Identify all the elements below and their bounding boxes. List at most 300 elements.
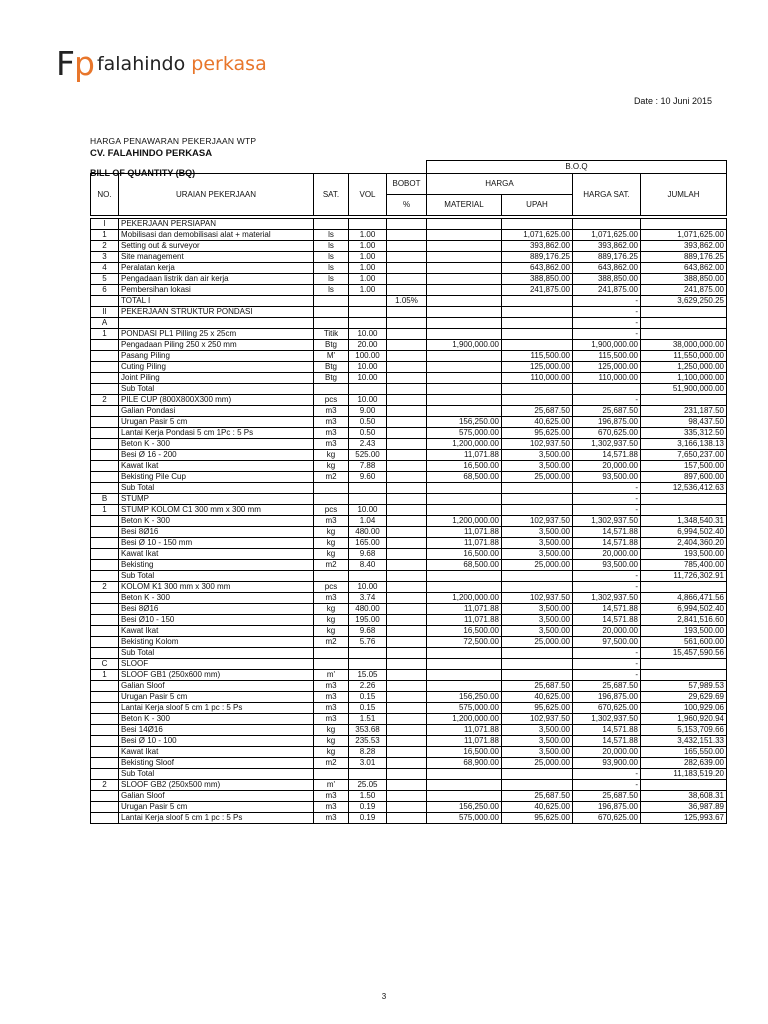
cell-uraian: Lantai Kerja Pondasi 5 cm 1Pc : 5 Ps — [119, 428, 314, 439]
cell-jumlah: 2,404,360.20 — [641, 538, 727, 549]
cell-uraian: PILE CUP (800X800X300 mm) — [119, 395, 314, 406]
cell-sat: m3 — [314, 439, 349, 450]
cell-upah: 95,625.00 — [502, 703, 573, 714]
cell-no — [91, 406, 119, 417]
cell-jumlah — [641, 318, 727, 329]
cell-harga-sat: 643,862.00 — [573, 263, 641, 274]
col-no-header: NO. — [91, 174, 119, 216]
cell-jumlah: 165,550.00 — [641, 747, 727, 758]
cell-jumlah: 12,536,412.63 — [641, 483, 727, 494]
cell-upah: 25,687.50 — [502, 681, 573, 692]
cell-jumlah: 11,183,519.20 — [641, 769, 727, 780]
cell-sat: m3 — [314, 681, 349, 692]
cell-uraian: Besi Ø 10 - 150 mm — [119, 538, 314, 549]
cell-no: 6 — [91, 285, 119, 296]
document-date: Date : 10 Juni 2015 — [633, 96, 712, 106]
logo-text — [97, 53, 267, 75]
table-row — [91, 351, 727, 362]
cell-uraian: Kawat Ikat — [119, 461, 314, 472]
cell-upah: 3,500.00 — [502, 549, 573, 560]
cell-harga-sat: 14,571.88 — [573, 450, 641, 461]
cell-upah: 110,000.00 — [502, 373, 573, 384]
cell-harga-sat: 115,500.00 — [573, 351, 641, 362]
cell-sat: kg — [314, 615, 349, 626]
cell-jumlah: 38,000,000.00 — [641, 340, 727, 351]
cell-uraian: Lantai Kerja sloof 5 cm 1 pc : 5 Ps — [119, 703, 314, 714]
cell-no: 1 — [91, 329, 119, 340]
cell-material: 1,200,000.00 — [427, 439, 502, 450]
table-row — [91, 604, 727, 615]
cell-material — [427, 406, 502, 417]
cell-upah: 25,687.50 — [502, 791, 573, 802]
cell-material: 11,071.88 — [427, 615, 502, 626]
cell-jumlah: 98,437.50 — [641, 417, 727, 428]
table-row — [91, 461, 727, 472]
cell-upah: 25,000.00 — [502, 637, 573, 648]
table-row — [91, 450, 727, 461]
cell-bobot — [387, 472, 427, 483]
cell-bobot — [387, 593, 427, 604]
cell-uraian: Bekisting Sloof — [119, 758, 314, 769]
table-row — [91, 296, 727, 307]
cell-harga-sat: 1,302,937.50 — [573, 714, 641, 725]
cell-sat — [314, 571, 349, 582]
cell-jumlah: 6,994,502.40 — [641, 604, 727, 615]
cell-uraian: Beton K - 300 — [119, 714, 314, 725]
cell-material: 68,500.00 — [427, 472, 502, 483]
cell-uraian: Urugan Pasir 5 cm — [119, 692, 314, 703]
cell-vol: 235.53 — [349, 736, 387, 747]
cell-upah: 241,875.00 — [502, 285, 573, 296]
cell-bobot — [387, 230, 427, 241]
cell-sat: m3 — [314, 703, 349, 714]
cell-material — [427, 307, 502, 318]
cell-sat: m' — [314, 670, 349, 681]
table-row — [91, 318, 727, 329]
cell-harga-sat: 196,875.00 — [573, 692, 641, 703]
cell-material — [427, 505, 502, 516]
cell-harga-sat: 1,302,937.50 — [573, 439, 641, 450]
cell-sat: ls — [314, 285, 349, 296]
cell-uraian: Kawat Ikat — [119, 626, 314, 637]
cell-sat — [314, 307, 349, 318]
table-row — [91, 791, 727, 802]
cell-vol: 1.00 — [349, 263, 387, 274]
cell-bobot — [387, 362, 427, 373]
table-row — [91, 329, 727, 340]
cell-material — [427, 263, 502, 274]
cell-harga-sat: 97,500.00 — [573, 637, 641, 648]
cell-upah: 102,937.50 — [502, 516, 573, 527]
cell-sat: kg — [314, 725, 349, 736]
cell-sat — [314, 296, 349, 307]
cell-bobot — [387, 527, 427, 538]
cell-upah — [502, 659, 573, 670]
table-row — [91, 340, 727, 351]
cell-uraian: Mobilisasi dan demobilisasi alat + material — [119, 230, 314, 241]
cell-uraian: Urugan Pasir 5 cm — [119, 802, 314, 813]
cell-sat: ls — [314, 274, 349, 285]
cell-harga-sat: - — [573, 307, 641, 318]
table-row — [91, 494, 727, 505]
cell-no — [91, 681, 119, 692]
table-row — [91, 538, 727, 549]
cell-harga-sat: 14,571.88 — [573, 736, 641, 747]
cell-harga-sat: 393,862.00 — [573, 241, 641, 252]
cell-uraian: Galian Pondasi — [119, 406, 314, 417]
cell-no — [91, 417, 119, 428]
cell-harga-sat: 196,875.00 — [573, 417, 641, 428]
cell-no: C — [91, 659, 119, 670]
cell-bobot — [387, 340, 427, 351]
cell-no — [91, 538, 119, 549]
cell-no — [91, 571, 119, 582]
cell-jumlah: 1,960,920.94 — [641, 714, 727, 725]
cell-no — [91, 461, 119, 472]
cell-uraian: Pengadaan Piling 250 x 250 mm — [119, 340, 314, 351]
cell-bobot — [387, 219, 427, 230]
cell-vol: 480.00 — [349, 604, 387, 615]
cell-bobot — [387, 428, 427, 439]
cell-material: 1,200,000.00 — [427, 516, 502, 527]
cell-no — [91, 692, 119, 703]
cell-uraian: Joint Piling — [119, 373, 314, 384]
cell-material — [427, 494, 502, 505]
cell-upah: 40,625.00 — [502, 417, 573, 428]
cell-jumlah: 51,900,000.00 — [641, 384, 727, 395]
cell-bobot — [387, 439, 427, 450]
cell-jumlah: 11,726,302.91 — [641, 571, 727, 582]
cell-bobot — [387, 659, 427, 670]
cell-no — [91, 483, 119, 494]
cell-upah: 3,500.00 — [502, 527, 573, 538]
header-row-boq — [91, 161, 727, 174]
cell-material: 11,071.88 — [427, 527, 502, 538]
cell-harga-sat: 670,625.00 — [573, 428, 641, 439]
cell-uraian: TOTAL I — [119, 296, 314, 307]
cell-upah — [502, 318, 573, 329]
cell-uraian: Bekisting Kolom — [119, 637, 314, 648]
cell-vol — [349, 769, 387, 780]
cell-no — [91, 769, 119, 780]
cell-uraian: Besi 14Ø16 — [119, 725, 314, 736]
cell-no — [91, 472, 119, 483]
cell-jumlah: 29,629.69 — [641, 692, 727, 703]
table-row — [91, 747, 727, 758]
cell-no: A — [91, 318, 119, 329]
cell-jumlah: 36,987.89 — [641, 802, 727, 813]
cell-no — [91, 516, 119, 527]
cell-material — [427, 483, 502, 494]
cell-harga-sat: 93,900.00 — [573, 758, 641, 769]
cell-no — [91, 549, 119, 560]
table-row — [91, 516, 727, 527]
cell-jumlah — [641, 505, 727, 516]
cell-bobot — [387, 582, 427, 593]
cell-jumlah: 2,841,516.60 — [641, 615, 727, 626]
cell-sat — [314, 648, 349, 659]
cell-no — [91, 791, 119, 802]
logo-f: F — [56, 44, 74, 83]
cell-harga-sat: 196,875.00 — [573, 802, 641, 813]
cell-no — [91, 428, 119, 439]
cell-vol: 9.00 — [349, 406, 387, 417]
cell-upah — [502, 582, 573, 593]
cell-jumlah — [641, 307, 727, 318]
cell-material — [427, 296, 502, 307]
cell-no — [91, 373, 119, 384]
company-name: CV. FALAHINDO PERKASA — [90, 148, 213, 159]
cell-sat: kg — [314, 450, 349, 461]
cell-jumlah: 1,250,000.00 — [641, 362, 727, 373]
cell-harga-sat: - — [573, 505, 641, 516]
cell-vol — [349, 659, 387, 670]
table-row — [91, 692, 727, 703]
cell-jumlah: 643,862.00 — [641, 263, 727, 274]
cell-bobot — [387, 714, 427, 725]
cell-harga-sat: 25,687.50 — [573, 681, 641, 692]
cell-material: 156,250.00 — [427, 417, 502, 428]
cell-vol: 1.04 — [349, 516, 387, 527]
cell-bobot — [387, 560, 427, 571]
cell-vol: 8.40 — [349, 560, 387, 571]
cell-bobot — [387, 538, 427, 549]
cell-upah: 102,937.50 — [502, 439, 573, 450]
cell-sat — [314, 483, 349, 494]
cell-uraian: Urugan Pasir 5 cm — [119, 417, 314, 428]
cell-bobot — [387, 769, 427, 780]
table-row — [91, 670, 727, 681]
cell-no — [91, 604, 119, 615]
cell-sat: m3 — [314, 791, 349, 802]
cell-bobot — [387, 263, 427, 274]
cell-vol: 5.76 — [349, 637, 387, 648]
cell-upah: 95,625.00 — [502, 428, 573, 439]
cell-uraian: Besi Ø 16 - 200 — [119, 450, 314, 461]
cell-upah — [502, 340, 573, 351]
cell-vol: 0.19 — [349, 802, 387, 813]
table-row — [91, 703, 727, 714]
cell-no — [91, 637, 119, 648]
cell-vol: 2.43 — [349, 439, 387, 450]
cell-jumlah — [641, 329, 727, 340]
cell-uraian: Setting out & surveyor — [119, 241, 314, 252]
cell-bobot — [387, 703, 427, 714]
cell-sat: kg — [314, 527, 349, 538]
cell-harga-sat: - — [573, 659, 641, 670]
cell-vol — [349, 571, 387, 582]
cell-vol: 1.00 — [349, 274, 387, 285]
table-row — [91, 252, 727, 263]
cell-material — [427, 681, 502, 692]
cell-vol — [349, 494, 387, 505]
cell-vol: 1.50 — [349, 791, 387, 802]
cell-upah: 3,500.00 — [502, 725, 573, 736]
cell-harga-sat: 93,500.00 — [573, 560, 641, 571]
cell-vol: 0.15 — [349, 692, 387, 703]
cell-bobot — [387, 241, 427, 252]
table-row — [91, 714, 727, 725]
cell-upah: 102,937.50 — [502, 593, 573, 604]
cell-no — [91, 714, 119, 725]
cell-no — [91, 384, 119, 395]
cell-jumlah — [641, 494, 727, 505]
cell-bobot — [387, 626, 427, 637]
cell-no — [91, 813, 119, 824]
table-row — [91, 560, 727, 571]
cell-upah — [502, 384, 573, 395]
cell-material: 11,071.88 — [427, 604, 502, 615]
cell-sat: pcs — [314, 582, 349, 593]
cell-jumlah: 561,600.00 — [641, 637, 727, 648]
cell-bobot — [387, 505, 427, 516]
cell-uraian: Kawat Ikat — [119, 747, 314, 758]
cell-material: 16,500.00 — [427, 549, 502, 560]
cell-material — [427, 285, 502, 296]
cell-sat: m2 — [314, 758, 349, 769]
cell-jumlah: 57,989.53 — [641, 681, 727, 692]
cell-harga-sat: 20,000.00 — [573, 549, 641, 560]
cell-material: 1,200,000.00 — [427, 593, 502, 604]
cell-bobot — [387, 692, 427, 703]
cell-sat — [314, 769, 349, 780]
cell-vol: 20.00 — [349, 340, 387, 351]
cell-jumlah — [641, 659, 727, 670]
table-row — [91, 769, 727, 780]
cell-jumlah: 282,639.00 — [641, 758, 727, 769]
cell-material — [427, 659, 502, 670]
cell-vol: 10.00 — [349, 362, 387, 373]
cell-bobot — [387, 549, 427, 560]
cell-material — [427, 670, 502, 681]
cell-no: 3 — [91, 252, 119, 263]
cell-bobot — [387, 725, 427, 736]
cell-upah: 25,000.00 — [502, 560, 573, 571]
cell-upah — [502, 483, 573, 494]
table-row — [91, 505, 727, 516]
cell-no — [91, 527, 119, 538]
cell-harga-sat: 93,500.00 — [573, 472, 641, 483]
table-row — [91, 384, 727, 395]
cell-sat: Titik — [314, 329, 349, 340]
cell-upah — [502, 307, 573, 318]
cell-upah: 40,625.00 — [502, 692, 573, 703]
cell-upah — [502, 670, 573, 681]
table-row — [91, 428, 727, 439]
cell-harga-sat: 1,302,937.50 — [573, 593, 641, 604]
cell-uraian: Cuting Piling — [119, 362, 314, 373]
cell-no — [91, 747, 119, 758]
cell-material: 575,000.00 — [427, 813, 502, 824]
cell-upah — [502, 648, 573, 659]
cell-upah: 3,500.00 — [502, 604, 573, 615]
cell-material — [427, 219, 502, 230]
cell-no: 2 — [91, 241, 119, 252]
cell-bobot — [387, 307, 427, 318]
cell-jumlah: 335,312.50 — [641, 428, 727, 439]
document-title: HARGA PENAWARAN PEKERJAAN WTP — [90, 136, 257, 146]
cell-upah: 25,687.50 — [502, 406, 573, 417]
cell-no: 2 — [91, 395, 119, 406]
cell-uraian: STUMP KOLOM C1 300 mm x 300 mm — [119, 505, 314, 516]
cell-harga-sat: 1,071,625.00 — [573, 230, 641, 241]
cell-harga-sat: 25,687.50 — [573, 406, 641, 417]
cell-jumlah: 889,176.25 — [641, 252, 727, 263]
cell-material — [427, 791, 502, 802]
table-row — [91, 725, 727, 736]
cell-sat: kg — [314, 747, 349, 758]
cell-uraian: Galian Sloof — [119, 791, 314, 802]
cell-vol: 10.00 — [349, 505, 387, 516]
cell-bobot — [387, 813, 427, 824]
cell-uraian: Besi 8Ø16 — [119, 604, 314, 615]
cell-upah: 125,000.00 — [502, 362, 573, 373]
cell-upah — [502, 505, 573, 516]
cell-jumlah: 3,629,250.25 — [641, 296, 727, 307]
cell-jumlah: 11,550,000.00 — [641, 351, 727, 362]
cell-sat: m2 — [314, 560, 349, 571]
cell-material: 156,250.00 — [427, 692, 502, 703]
boq-header: B.O.Q — [427, 161, 727, 174]
cell-jumlah: 7,650,237.00 — [641, 450, 727, 461]
cell-jumlah: 4,866,471.56 — [641, 593, 727, 604]
table-row — [91, 615, 727, 626]
table-row — [91, 373, 727, 384]
cell-harga-sat: - — [573, 582, 641, 593]
cell-sat: m3 — [314, 428, 349, 439]
cell-bobot — [387, 758, 427, 769]
cell-vol: 1.00 — [349, 285, 387, 296]
cell-sat: pcs — [314, 505, 349, 516]
cell-sat: kg — [314, 461, 349, 472]
cell-sat: m3 — [314, 714, 349, 725]
cell-material — [427, 373, 502, 384]
logo-text-falahindo: falahindo — [96, 53, 186, 75]
cell-jumlah: 785,400.00 — [641, 560, 727, 571]
cell-bobot — [387, 494, 427, 505]
cell-vol — [349, 318, 387, 329]
table-row — [91, 681, 727, 692]
cell-uraian: Pasang Piling — [119, 351, 314, 362]
cell-bobot — [387, 615, 427, 626]
cell-sat — [314, 384, 349, 395]
cell-jumlah: 388,850.00 — [641, 274, 727, 285]
logo-text-perkasa: perkasa — [191, 53, 267, 75]
cell-bobot — [387, 384, 427, 395]
cell-no: I — [91, 219, 119, 230]
cell-vol — [349, 296, 387, 307]
table-row — [91, 527, 727, 538]
cell-upah — [502, 395, 573, 406]
cell-material — [427, 571, 502, 582]
cell-vol: 1.51 — [349, 714, 387, 725]
table-row — [91, 417, 727, 428]
cell-no — [91, 758, 119, 769]
table-row — [91, 736, 727, 747]
col-material-header: MATERIAL — [427, 195, 502, 216]
company-logo — [56, 44, 267, 83]
cell-uraian: Pengadaan listrik dan air kerja — [119, 274, 314, 285]
cell-vol: 1.00 — [349, 252, 387, 263]
cell-uraian: Besi Ø 10 - 100 — [119, 736, 314, 747]
cell-vol — [349, 483, 387, 494]
cell-jumlah: 38,608.31 — [641, 791, 727, 802]
cell-bobot — [387, 648, 427, 659]
boq-body — [91, 219, 727, 824]
cell-uraian: KOLOM K1 300 mm x 300 mm — [119, 582, 314, 593]
cell-vol: 100.00 — [349, 351, 387, 362]
cell-bobot — [387, 406, 427, 417]
